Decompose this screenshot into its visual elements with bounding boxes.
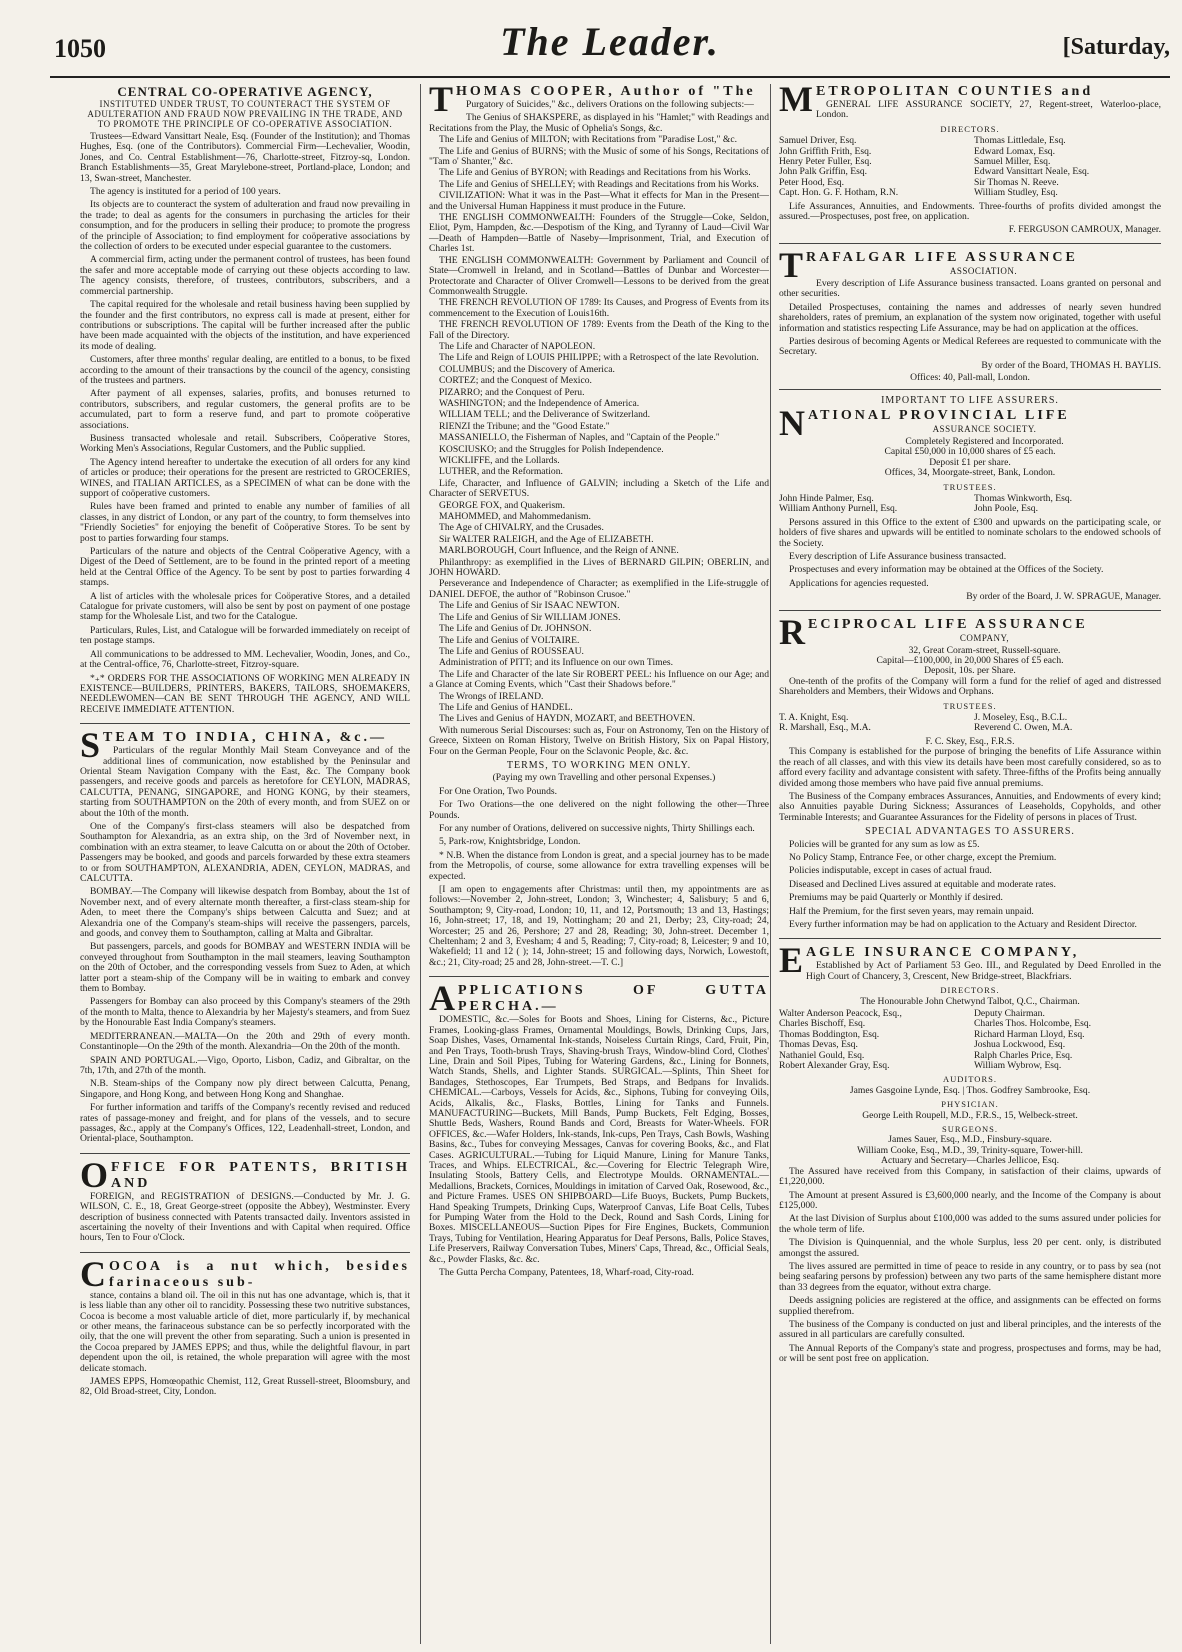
metropolitan-text: Life Assurances, Annuities, and Endowments. Three-fourths of profits divided amongst the assured.—Prospectuses, post free, on application. [779,200,1161,223]
special-item: Diseased and Declined Lives assured at equitable and moderate rates. [789,878,1056,890]
topic-item: COLUMBUS; and the Discovery of America. [439,363,615,375]
director-name: Peter Hood, Esq. [779,176,845,188]
drop-cap: A [429,978,455,1019]
eagle-para: The lives assured are permitted in time of peace to reside in any country, or to pass by sea (not being seafaring persons by profession) between any two parts of the same hemisphere distant more than 33 degrees from the equator, without extra charge. [779,1260,1161,1293]
drop-cap: T [429,84,454,119]
thomas-cooper-ad [429,84,769,977]
trustee-name: R. Marshall, Esq., M.A. [779,722,871,734]
terms-line: 5, Park-row, Knightsbridge, London. [439,836,581,848]
drop-cap: S [80,725,101,766]
reciprocal-subtitle: COMPANY, [959,632,1010,643]
topic-item: The Life and Genius of MILTON; with Recitations from "Paradise Lost," &c. [439,134,737,146]
page-header [50,6,1170,78]
trustee-name: John Hinde Palmer, Esq. [779,492,874,504]
drop-cap: M [779,84,813,119]
topic-item: LUTHER, and the Reformation. [439,466,563,478]
steam-para: Particulars of the regular Monthly Mail Steam Conveyance and of the additional lines of communication, now established by the Peninsular and Oriental Steam Navigation Company with the East, &c. The Company book passengers, and receive goods and parcels as heretofore for CEYLON, MADRAS, CALCUTTA, PENANG, SINGAPORE, and HONG KONG, by their steamers, starting from SOUTHAMPTON on the 20th of every month, and from SUEZ on or about the 10th of the month. [80,745,410,819]
trustees-label: TRUSTEES. [943,700,997,711]
reciprocal-line: 32, Great Coram-street, Russell-square. [908,644,1061,656]
topic-item: WASHINGTON; and the Independence of America. [439,397,640,409]
coop-subtitle: INSTITUTED UNDER TRUST, TO COUNTERACT THE SYSTEM OF ADULTERATION AND FRAUD NOW PREVAILING IN THE TRADE, AND TO PROMOTE THE PRINCIPLE OF CO-OPERATIVE ASSOCIATION. [87,99,403,129]
topic-item: The Life and Genius of ROUSSEAU. [439,645,584,657]
steam-para: SPAIN AND PORTUGAL.—Vigo, Oporto, Lisbon, Cadiz, and Gibraltar, on the 7th, 17th, and 27th of the month. [80,1054,410,1076]
national-line: Capital £50,000 in 10,000 shares of £5 each. [884,446,1056,458]
surgeon: James Sauer, Esq., M.D., Finsbury-square. [888,1134,1052,1146]
topic-item: THE ENGLISH COMMONWEALTH: Founders of the Struggle—Coke, Seldon, Eliot, Pym, Hampden, &c.—Despotism of the King, and Tyranny of Laud—Civil War—Death of Hampden—Battle of Naseby—Imprisonment, Trial, and Execution of Charles 1st. [429,212,769,255]
patents-headline: FFICE FOR PATENTS, BRITISH AND [111,1159,410,1191]
reciprocal-para: This Company is established for the purpose of bringing the benefits of Life Assurance within the reach of all classes, and with this view its details have been most carefully considered, so as to afford every facility and advantage consistent with safety. Three-fifths of the Profits being annually divided among those members who have paid five annual premiums. [779,746,1161,789]
trafalgar-signature: By order of the Board, THOMAS H. BAYLIS. [981,359,1161,371]
physician-label: PHYSICIAN. [941,1099,999,1110]
coop-para: A commercial firm, acting under the permanent control of trustees, has been found the safer and more acceptable mode of carrying out these objects according to law. The agency consists, therefore, of trustees, contributors, subscribers, and a commercial partnership. [80,254,410,297]
topic-item: The Life and Genius of BYRON; with Readings and Recitations from his Works. [439,167,751,179]
actuary: Actuary and Secretary—Charles Jellicoe, Esq. [881,1155,1059,1167]
director-name: Thomas Littledale, Esq. [974,135,1066,147]
national-para: Applications for agencies requested. [789,577,929,589]
topic-item: WILLIAM TELL; and the Deliverance of Switzerland. [439,409,651,421]
coop-para: The capital required for the wholesale and retail business having been supplied by the founder and the first contributors, no express call is made at present, either for contributions or subscriptions. The capital will be further increased after the public have been made acquainted with the objects of the institution, and have experienced its mode of dealing. [80,299,410,352]
trustee-name: Thomas Winkworth, Esq. [974,492,1073,504]
topic-item: PIZARRO; and the Conquest of Peru. [439,386,585,398]
terms-heading: TERMS, TO WORKING MEN ONLY. [506,759,692,771]
topic-item: The Lives and Genius of HAYDN, MOZART, and BEETHOVEN. [439,713,696,725]
coop-para: All communications to be addressed to MM. Lechevalier, Woodin, Jones, and Co., at the Central-office, 76, Charlotte-street, Fitzroy-square. [80,648,410,671]
director-name: Edward Vansittart Neale, Esq. [974,166,1090,178]
coop-para: *₊* ORDERS FOR THE ASSOCIATIONS OF WORKING MEN ALREADY IN EXISTENCE—BUILDERS, PRINTERS, BAKERS, TAILORS, SHOEMAKERS, NEEDLEWOMEN—CAN BE SENT THROUGH THE AGENCY, AND WILL RECEIVE IMMEDIATE ATTENTION. [80,672,410,715]
physician: George Leith Roupell, M.D., F.R.S., 15, Welbeck-street. [862,1109,1078,1121]
special-advantages-heading: SPECIAL ADVANTAGES TO ASSURERS. [865,826,1075,838]
topic-item: The Life and Genius of SHELLEY; with Readings and Recitations from his Works. [439,178,759,190]
eagle-ad [779,940,1161,1372]
topic-item: The Life and Genius of VOLTAIRE. [439,634,580,646]
cocoa-headline: OCOA is a nut which, besides farinaceous sub- [109,1258,410,1290]
auditors: James Gasgoine Lynde, Esq. | Thos. Godfrey Sambrooke, Esq. [849,1084,1091,1096]
topic-item: The Age of CHIVALRY, and the Crusades. [439,522,604,534]
topic-item: With numerous Serial Discourses: such as, Four on Astronomy, Ten on the History of Greece, Sixteen on Roman History, Twelve on British History, Six on Papal History, Four on the German People, Four on the Sclavonic People, &c. &c. [429,724,769,757]
drop-cap: E [779,940,804,981]
director-name: Thomas Devas, Esq. [779,1039,858,1051]
special-item: Half the Premium, for the first seven years, may remain unpaid. [789,905,1034,917]
topic-item: Sir WALTER RALEIGH, and the Age of ELIZABETH. [439,533,654,545]
directors-list [779,136,1161,198]
coop-agency-ad [80,84,410,724]
terms-line: For Two Orations—the one delivered on the night following the other—Three Pounds. [429,799,769,821]
topic-item: GEORGE FOX, and Quakerism. [439,499,566,511]
topic-item: THE FRENCH REVOLUTION OF 1789: Events from the Death of the King to the Fall of the Directory. [429,319,769,341]
director-name: Ralph Charles Price, Esq. [974,1049,1073,1061]
topic-item: KOSCIUSKO; and the Struggles for Polish Independence. [439,443,664,455]
cooper-headline: HOMAS COOPER, Author of "The [456,84,756,99]
director-name: Nathaniel Gould, Esq. [779,1049,865,1061]
drop-cap: C [80,1253,106,1294]
topic-item: WICKLIFFE, and the Lollards. [439,455,560,466]
topic-item: The Wrongs of IRELAND. [439,690,544,702]
reciprocal-line: Deposit, 10s. per Share. [924,665,1016,677]
national-pre-heading: IMPORTANT TO LIFE ASSURERS. [881,394,1059,406]
gutta-percha-ad [429,978,769,1286]
header-day: [Saturday, [1062,34,1170,60]
eagle-para: At the last Division of Surplus about £100,000 was added to the sums assured under policies for the whole term of life. [779,1213,1161,1235]
column-1 [80,84,410,1644]
director-name: John Griffith Frith, Esq. [779,145,872,157]
steam-india-ad [80,725,410,1154]
topic-item: MASSANIELLO, the Fisherman of Naples, and "Captain of the People." [439,432,720,444]
trafalgar-subtitle: ASSOCIATION. [949,265,1018,276]
eagle-para: The Division is Quinquennial, and the whole Surplus, less 20 per cent. only, is distributed amongst the assured. [779,1237,1161,1259]
director-name: Walter Anderson Peacock, Esq., [779,1008,902,1019]
steam-para: N.B. Steam-ships of the Company now ply direct between Calcutta, Penang, Singapore, and Hong Kong, and between Hong Kong and Shanghae. [80,1078,410,1100]
coop-title: CENTRAL CO-OPERATIVE AGENCY, [117,84,373,99]
director-name: Capt. Hon. G. F. Hotham, R.N. [779,187,899,199]
trafalgar-ad [779,244,1161,390]
eagle-intro: Established by Act of Parliament 53 Geo. III., and Regulated by Deed Enrolled in the High Court of Chancery, 3, Crescent, New Bridge-street, Blackfriars. [806,960,1161,982]
coop-para: After payment of all expenses, salaries, profits, and bonuses returned to contributors, subscribers, and regular customers, the general profits are to be accumulated, part to form a reserve fund, and part to promote coöperative associations. [80,388,410,431]
topic-item: The Life and Genius of HANDEL. [439,701,573,713]
topic-item: The Life and Character of NAPOLEON. [439,340,596,352]
column-2 [420,84,769,1644]
trafalgar-para: Parties desirous of becoming Agents or Medical Referees are requested to communicate with the Secretary. [779,335,1161,358]
gutta-para: DOMESTIC, &c.—Soles for Boots and Shoes, Lining for Cisterns, &c., Picture Frames, Looking-glass Frames, Ornamental Mouldings, Bowls, Drinking Cups, Jars, Soap Dishes, Vases, Ornamental Ink-stands, Noiseless Curtain Rings, Card, Fruit, Pin, and Pen Trays, Tooth-brush Trays, Shaving-brush Trays, Window-blind Cord, Clothes' Line, Drain and Soil Pipes, Tubing for Watering Gardens, &c., Lining for Bonnets, Watch Stands, Shells, and Lighter Stands. SURGICAL.—Splints, Thin Sheet for Bandages, Stethoscopes, Ear Trumpets, Bed Straps, and Bedpans for Invalids. CHEMICAL.—Carboys, Vessels for Acids, &c., Siphons, Tubing for conveying Oils, Acids, Alkalis, &c., Flasks, Bottles, Lining for Tanks and Funnels. MANUFACTURING—Buckets, Mill Bands, Pump Buckets, Felt Edging, Bosses, Shuttle Beds, Washers, Round Bands and Cord, Breasts for Water-Wheels. FOR OFFICES, &c.—Wafer Holders, Ink-stands, Ink-cups, Pen Trays, Cash Bowls, Washing Basins, &c., Tubes for conveying Messages, Canvas for covering Books, &c., and Flat Cases. AGRICULTURAL.—Tubing for Liquid Manure, Lining for Manure Tanks, Traces, and Whips. ELECTRICAL, &c.—Covering for Electric Telegraph Wire, Insulating Stools, Battery Cells, and Electrotype Moulds. ORNAMENTAL.—Medallions, Brackets, Cornices, Mouldings in imitation of Carved Oak, Rosewood, &c., and Picture Frames. USES ON SHIPBOARD—Life Buoys, Buckets, Pump Buckets, Hand Speaking Trumpets, Drinking Cups, Waterproof Canvas, Life Boat Cells, Tubes for Pumping Water from the Hold to the Deck, Round and Sash Cords, Lining for Boxes. MISCELLANEOUS—Suction Pipes for Fire Engines, Buckets, Communion Trays, Tubing for Ventilation, Hearing Apparatus for Deaf Persons, Balls, Police Staves, Life Preservers, Railway Conversation Tubes, Miners' Caps, Thread, &c., Official Seals, &c., Powder Flasks, &c. &c. [429,1014,769,1265]
trustees-list [779,494,1161,515]
director-name: John Palk Griffin, Esq. [779,166,868,178]
metropolitan-intro: GENERAL LIFE ASSURANCE SOCIETY, 27, Regent-street, Waterloo-place, London. [815,99,1161,121]
drop-cap: T [779,244,804,285]
topic-item: CIVILIZATION: What it was in the Past—What it effects for Man in the Present—and the Universal Human Happiness it must produce in the Future. [429,190,769,212]
coop-para: Trustees—Edward Vansittart Neale, Esq. (Founder of the Institution); and Thomas Hughes, Esq. (one of the Contributors). Commercial Firm—Lechevalier, Woodin, Jones, and Co. Central Establishment—76, Charlotte-street, Fitzroy-sq, London. Branch Establishments—35, Great Marylebone-street, Portland-place, London; and 13, Swan-street, Manchester. [80,131,410,184]
directors-label: DIRECTORS. [940,985,1000,996]
drop-cap: O [80,1154,109,1195]
eagle-para: The Annual Reports of the Company's state and progress, prospectuses and forms, may be had, or will be sent post free on application. [779,1342,1161,1365]
steam-para: MEDITERRANEAN.—MALTA—On the 20th and 29th of every month. Constantinople—On the 29th of the month. Alexandria—On the 20th of the month. [80,1030,410,1053]
topic-item: Perseverance and Independence of Character; as exemplified in the Life-struggle of DANIEL DEFOE, the author of "Robinson Crusoe." [429,578,769,600]
trustee-name: Reverend C. Owen, M.A. [974,722,1073,734]
topic-item: CORTEZ; and the Conquest of Mexico. [439,375,592,387]
cocoa-para: stance, contains a bland oil. The oil in this nut has one advantage, which is, that it is less liable than any other oil to rancidity. Possessing these two nutritive substances, Cocoa is become a most valuable article of diet, more particularly if, by mechanical or other means, the farinaceous substance can be so perfectly incorporated with the oily, that the one will prevent the other from separating. Such a union is presented in the Cocoa prepared by JAMES EPPS; and thus, while the delightful flavour, in part dependent upon the oil, is retained, the whole preparation will agree with the most delicate stomach. [80,1289,410,1374]
eagle-headline: AGLE INSURANCE COMPANY, [806,945,1080,961]
terms-line: For One Oration, Two Pounds. [439,785,558,797]
cocoa-para: JAMES EPPS, Homœopathic Chemist, 112, Great Russell-street, Bloomsbury, and 82, Old Broad-street, City, London. [80,1376,410,1398]
topic-item: The Life and Genius of Sir WILLIAM JONES. [439,611,621,623]
auditors-label: AUDITORS. [943,1074,997,1085]
coop-para: The agency is instituted for a period of 100 years. [90,186,281,198]
topic-item: THE FRENCH REVOLUTION OF 1789: Its Causes, and Progress of Events from its commencement to the Execution of Louis16th. [429,297,769,319]
director-name: William Studley, Esq. [974,187,1058,199]
coop-para: Business transacted wholesale and retail. Subscribers, Coöperative Stores, Working Men's Associations, Regular Customers, and the Public supplied. [80,432,410,455]
special-item: Policies indisputable, except in cases of actual fraud. [789,865,992,877]
national-subtitle: ASSURANCE SOCIETY. [932,423,1037,434]
cooper-intro: Purgatory of Suicides," &c., delivers Orations on the following subjects:— [466,99,754,110]
national-headline: ATIONAL PROVINCIAL LIFE [808,407,1070,423]
column-3 [770,84,1161,1644]
steam-para: For further information and tariffs of the Company's recently revised and reduced rates of passage-money and freight, and for plans of the vessels, and to secure passages, &c., apply at the Company's Offices, 122, Leadenhall-street, London, and Oriental-place, Southampton. [80,1102,410,1145]
director-name: Charles Bischoff, Esq. [779,1018,866,1030]
director-name: Joshua Lockwood, Esq. [974,1039,1066,1051]
national-line: Completely Registered and Incorporated. [905,435,1064,447]
director-name: Samuel Driver, Esq. [779,135,857,147]
steam-para: One of the Company's first-class steamers will also be despatched from Southampton for Alexandria, as an extra ship, on the 3rd of November next, in combination with an extra steamer, to leave Calcutta on or about the 20th of October. Passengers may be booked, and goods and parcels forwarded by these extra steamers to or from SOUTHAMPTON, ALEXANDRIA, ADEN, CEYLON, MADRAS, and CALCUTTA. [80,820,410,884]
steam-para: But passengers, parcels, and goods for BOMBAY and WESTERN INDIA will be conveyed throughout from Southampton in the mail steamers, leaving Southampton on the 20th of October, and the corresponding vessels from Suez to Aden, at which latter port a steam-ship of the Company will be in waiting to embark and convey them to Bombay. [80,941,410,995]
special-item: Premiums may be paid Quarterly or Monthly if desired. [789,892,1003,904]
trustee-name: F. C. Skey, Esq., F.R.S. [925,735,1015,747]
terms-line: (Paying my own Travelling and other personal Expenses.) [492,772,716,784]
reciprocal-para: The Business of the Company embraces Assurances, Annuities, and Endowments of every kind; also Annuities payable During Sickness; Assurances of Leaseholds, Copyholds, and other Terminable Interests; and Guarantee Assurances for the Fidelity of persons in places of Trust. [779,790,1161,823]
engagements: [I am open to engagements after Christmas: until then, my appointments are as follows:—November 2, John-street, London; 3, Winchester; 4, Salisbury; 5 and 6, Southampton; 9, City-road, London; 10, 11, and 12, Portsmouth; 13 and 13, Hastings; 16, John-street; 17, 18, and 19, Nottingham; 20 and 21, Derby; 23, City-road; 24, Worcester; 25 and 26, Pershore; 27 and 28, Reading; 30, John-street. December 1, Cheltenham; 2 and 3, Evesham; 4 and 5, Reading; 7, City-road; 8, Leicester; 9 and 10, Wakefield; 11 and 12 ( ); 14, John-street; 15 and following days, Norwich, Lowestoft, &c.; 21, City-road; 25 and 28, John-street.—T. C.] [429,884,769,968]
director-name: William Wybrow, Esq. [974,1060,1062,1072]
eagle-chair: The Honourable John Chetwynd Talbot, Q.C., Chairman. [860,995,1080,1007]
topic-item: Philanthropy: as exemplified in the Lives of BERNARD GILPIN; OBERLIN, and JOHN HOWARD. [429,556,769,579]
topic-item: MAHOMMED, and Mahommedanism. [439,511,591,523]
steam-headline: TEAM TO INDIA, CHINA, &c.— [103,730,388,746]
special-item: No Policy Stamp, Entrance Fee, or other charge, except the Premium. [789,851,1057,863]
eagle-para: The Amount at present Assured is £3,600,000 nearly, and the Income of the Company is about £125,000. [779,1189,1161,1211]
metropolitan-signature: F. FERGUSON CAMROUX, Manager. [1008,224,1161,236]
directors-label: DIRECTORS. [940,123,1000,134]
reciprocal-intro: One-tenth of the profits of the Company will form a fund for the relief of aged and distressed Shareholders and Members, their Widows and Orphans. [779,675,1161,698]
director-name: Sir Thomas N. Reeve. [974,176,1059,188]
gutta-para: The Gutta Percha Company, Patentees, 18, Wharf-road, City-road. [439,1267,694,1279]
topic-item: The Genius of SHAKSPERE, as displayed in his "Hamlet;" with Readings and Recitations from the Play, the Music of Ophelia's Songs, &c. [429,112,769,134]
trafalgar-para: Detailed Prospectuses, containing the names and addresses of nearly seven hundred shareholders, rates of premium, an explanation of the system now originated, together with useful information and statistics respecting Life Assurance, may be had on application at the offices. [779,301,1161,334]
surgeon: William Cooke, Esq., M.D., 39, Trinity-square, Tower-hill. [857,1144,1083,1156]
patents-para: FOREIGN, and REGISTRATION of DESIGNS.—Conducted by Mr. J. G. WILSON, C. E., 18, Great George-street (opposite the Abbey), Westminster. Every description of business connected with Patents transacted daily. Inventors assisted in ascertaining the novelty of their Inventions and with Capital when required. Office hours, Ten to Four o'Clock. [80,1190,410,1244]
topic-item: The Life and Reign of LOUIS PHILIPPE; with a Retrospect of the late Revolution. [439,352,759,364]
trustee-name: J. Moseley, Esq., B.C.L. [974,712,1068,724]
topic-item: RIENZI the Tribune; and the "Good Estate." [439,420,610,432]
topic-item: The Life and Character of the late Sir ROBERT PEEL: his Influence on our Age; and a Glance at Coming Events, which "Cast their Shadows before." [429,668,769,691]
topic-item: Life, Character, and Influence of GALVIN; including a Sketch of the Life and Character of SERVETUS. [429,477,769,500]
national-para: Every description of Life Assurance business transacted. [789,551,1007,562]
drop-cap: N [779,402,805,443]
masthead: The Leader. [500,19,720,64]
page-number: 1050 [54,34,106,63]
topic-item: The Life and Genius of Dr. JOHNSON. [439,623,592,635]
topic-item: THE ENGLISH COMMONWEALTH: Government by Parliament and Council of State—Cromwell in Ireland, and in Scotland—Battles of Dunbar and Worcester—Protectorate and Character of Oliver Cromwell—Lessons to be derived from the great Commonwealth Struggle. [429,254,769,297]
director-name: Henry Peter Fuller, Esq. [779,156,872,168]
cocoa-ad [80,1253,410,1406]
topic-item: Administration of PITT; and its Influence on our own Times. [439,657,673,669]
terms-line: For any number of Orations, delivered on successive nights, Thirty Shillings each. [439,823,755,834]
director-name: Samuel Miller, Esq. [974,156,1051,168]
national-line: Offices, 34, Moorgate-street, Bank, London. [884,467,1056,479]
topic-item: MARLBOROUGH, Court Influence, and the Reign of ANNE. [439,545,679,557]
eagle-para: Deeds assigning policies are registered at the office, and assignments can be effected on forms supplied therefrom. [779,1295,1161,1317]
trafalgar-headline: RAFALGAR LIFE ASSURANCE [806,249,1078,265]
steam-para: BOMBAY.—The Company will likewise despatch from Bombay, about the 1st of November next, and of every alternate month thereafter, a first-class steam-ship for Aden, to meet there the Company's ships between Calcutta and Suez; and at Alexandria one of the Company's steam-ships will receive the passengers, parcels, and goods, and convey them to Southampton, calling at Malta and Gibraltar. [80,886,410,940]
coop-para: Particulars, Rules, List, and Catalogue will be forwarded immediately on receipt of ten postage stamps. [80,624,410,647]
trustees-list [779,713,1161,734]
trustee-name: William Anthony Purnell, Esq. [779,503,898,515]
reciprocal-line: Capital—£100,000, in 20,000 Shares of £5 each. [876,655,1064,667]
national-para: Persons assured in this Office to the extent of £300 and upwards on the participating scale, or holders of five shares and upwards will be entitled to nominate scholars to the endowed schools of the Society. [779,516,1161,549]
surgeons-label: SURGEONS. [942,1124,998,1135]
coop-para: The Agency intend hereafter to undertake the execution of all orders for any kind of articles or produce; their operations for the present are restricted to GROCERIES, WINES, and ITALIAN ARTICLES, as a SPECIMEN of what can be done with the support of coöperative customers. [80,456,410,499]
gutta-headline: PPLICATIONS OF GUTTA PERCHA.— [458,983,769,1015]
director-name: Robert Alexander Gray, Esq. [779,1060,890,1072]
special-item: Every further information may be had on application to the Actuary and Resident Director. [789,918,1137,930]
reciprocal-headline: ECIPROCAL LIFE ASSURANCE [808,616,1088,632]
directors-list [779,1009,1161,1071]
director-name: Thomas Boddington, Esq. [779,1028,880,1040]
topic-item: The Life and Genius of BURNS; with the Music of some of his Songs, Recitations of "Tam o' Shanter," &c. [429,145,769,168]
national-para: Prospectuses and every information may be obtained at the Offices of the Society. [789,564,1104,576]
coop-para: A list of articles with the wholesale prices for Coöperative Stores, and a detailed Catalogue for private customers, will also be sent by post on payment of one postage stamp for the Wholesale List, and two for the Catalogue. [80,590,410,623]
trustees-label: TRUSTEES. [943,481,997,492]
coop-para: Customers, after three months' regular dealing, are entitled to a bonus, to be fixed according to the amount of their transactions by the council of the agency, consisting of the trustees and partners. [80,354,410,386]
trafalgar-offices: Offices: 40, Pall-mall, London. [910,372,1030,384]
national-signature: By order of the Board, J. W. SPRAGUE, Manager. [966,591,1161,603]
national-provincial-ad [779,396,1161,611]
steam-para: Passengers for Bombay can also proceed by this Company's steamers of the 29th of the month to Malta, thence to Alexandria by her Majesty's steamers, and from Suez by the Honourable East India Company's steamers. [80,996,410,1029]
coop-para: Rules have been framed and printed to enable any number of families of all classes, in any district of London, or any part of the country, to form themselves into "Friendly Societies" for enjoying the benefit of Coöperative Stores. To be sent by post to parties forwarding four stamps. [80,501,410,544]
drop-cap: R [779,611,805,652]
trustee-name: T. A. Knight, Esq. [779,712,849,724]
patents-ad [80,1154,410,1253]
eagle-para: The business of the Company is conducted on just and liberal principles, and the interests of the assured in all particulars are carefully consulted. [779,1318,1161,1341]
coop-para: Its objects are to counteract the system of adulteration and fraud now prevailing in the trade; to deal as agents for the consumers in purchasing the articles for their consumption, and for the producers in selling their produce; to promote the progress of the principle of Association; to find employment for coöperative associations by the collection of orders to be executed under especial guarantee to the customers. [80,199,410,253]
terms-line: * N.B. When the distance from London is great, and a special journey has to be made from the Metropolis, of course, some allowance for extra travelling expenses will be expected. [429,849,769,882]
topic-item: The Life and Genius of Sir ISAAC NEWTON. [439,600,620,612]
director-name: Richard Harman Lloyd, Esq. [974,1028,1085,1040]
director-name: Deputy Chairman. [974,1008,1045,1019]
director-name: Edward Lomax, Esq. [974,145,1055,157]
special-item: Policies will be granted for any sum as low as £5. [789,838,980,850]
oration-topics [429,113,769,757]
national-line: Deposit £1 per share. [929,456,1011,468]
director-name: Charles Thos. Holcombe, Esq. [974,1018,1092,1030]
metropolitan-ad [779,84,1161,244]
metropolitan-headline: ETROPOLITAN COUNTIES and [815,84,1094,99]
eagle-para: The Assured have received from this Company, in satisfaction of their claims, upwards of £1,220,000. [779,1165,1161,1188]
reciprocal-ad [779,611,1161,940]
coop-para: Particulars of the nature and objects of the Central Coöperative Agency, with a Digest of the Deed of Settlement, are to be found in the printed report of a meeting held at the Central Office of the Agency. To be sent by post to parties forwarding 4 stamps. [80,546,410,589]
trafalgar-para: Every description of Life Assurance business transacted. Loans granted on personal and other securities. [779,277,1161,300]
trustee-name: John Poole, Esq. [974,503,1038,515]
